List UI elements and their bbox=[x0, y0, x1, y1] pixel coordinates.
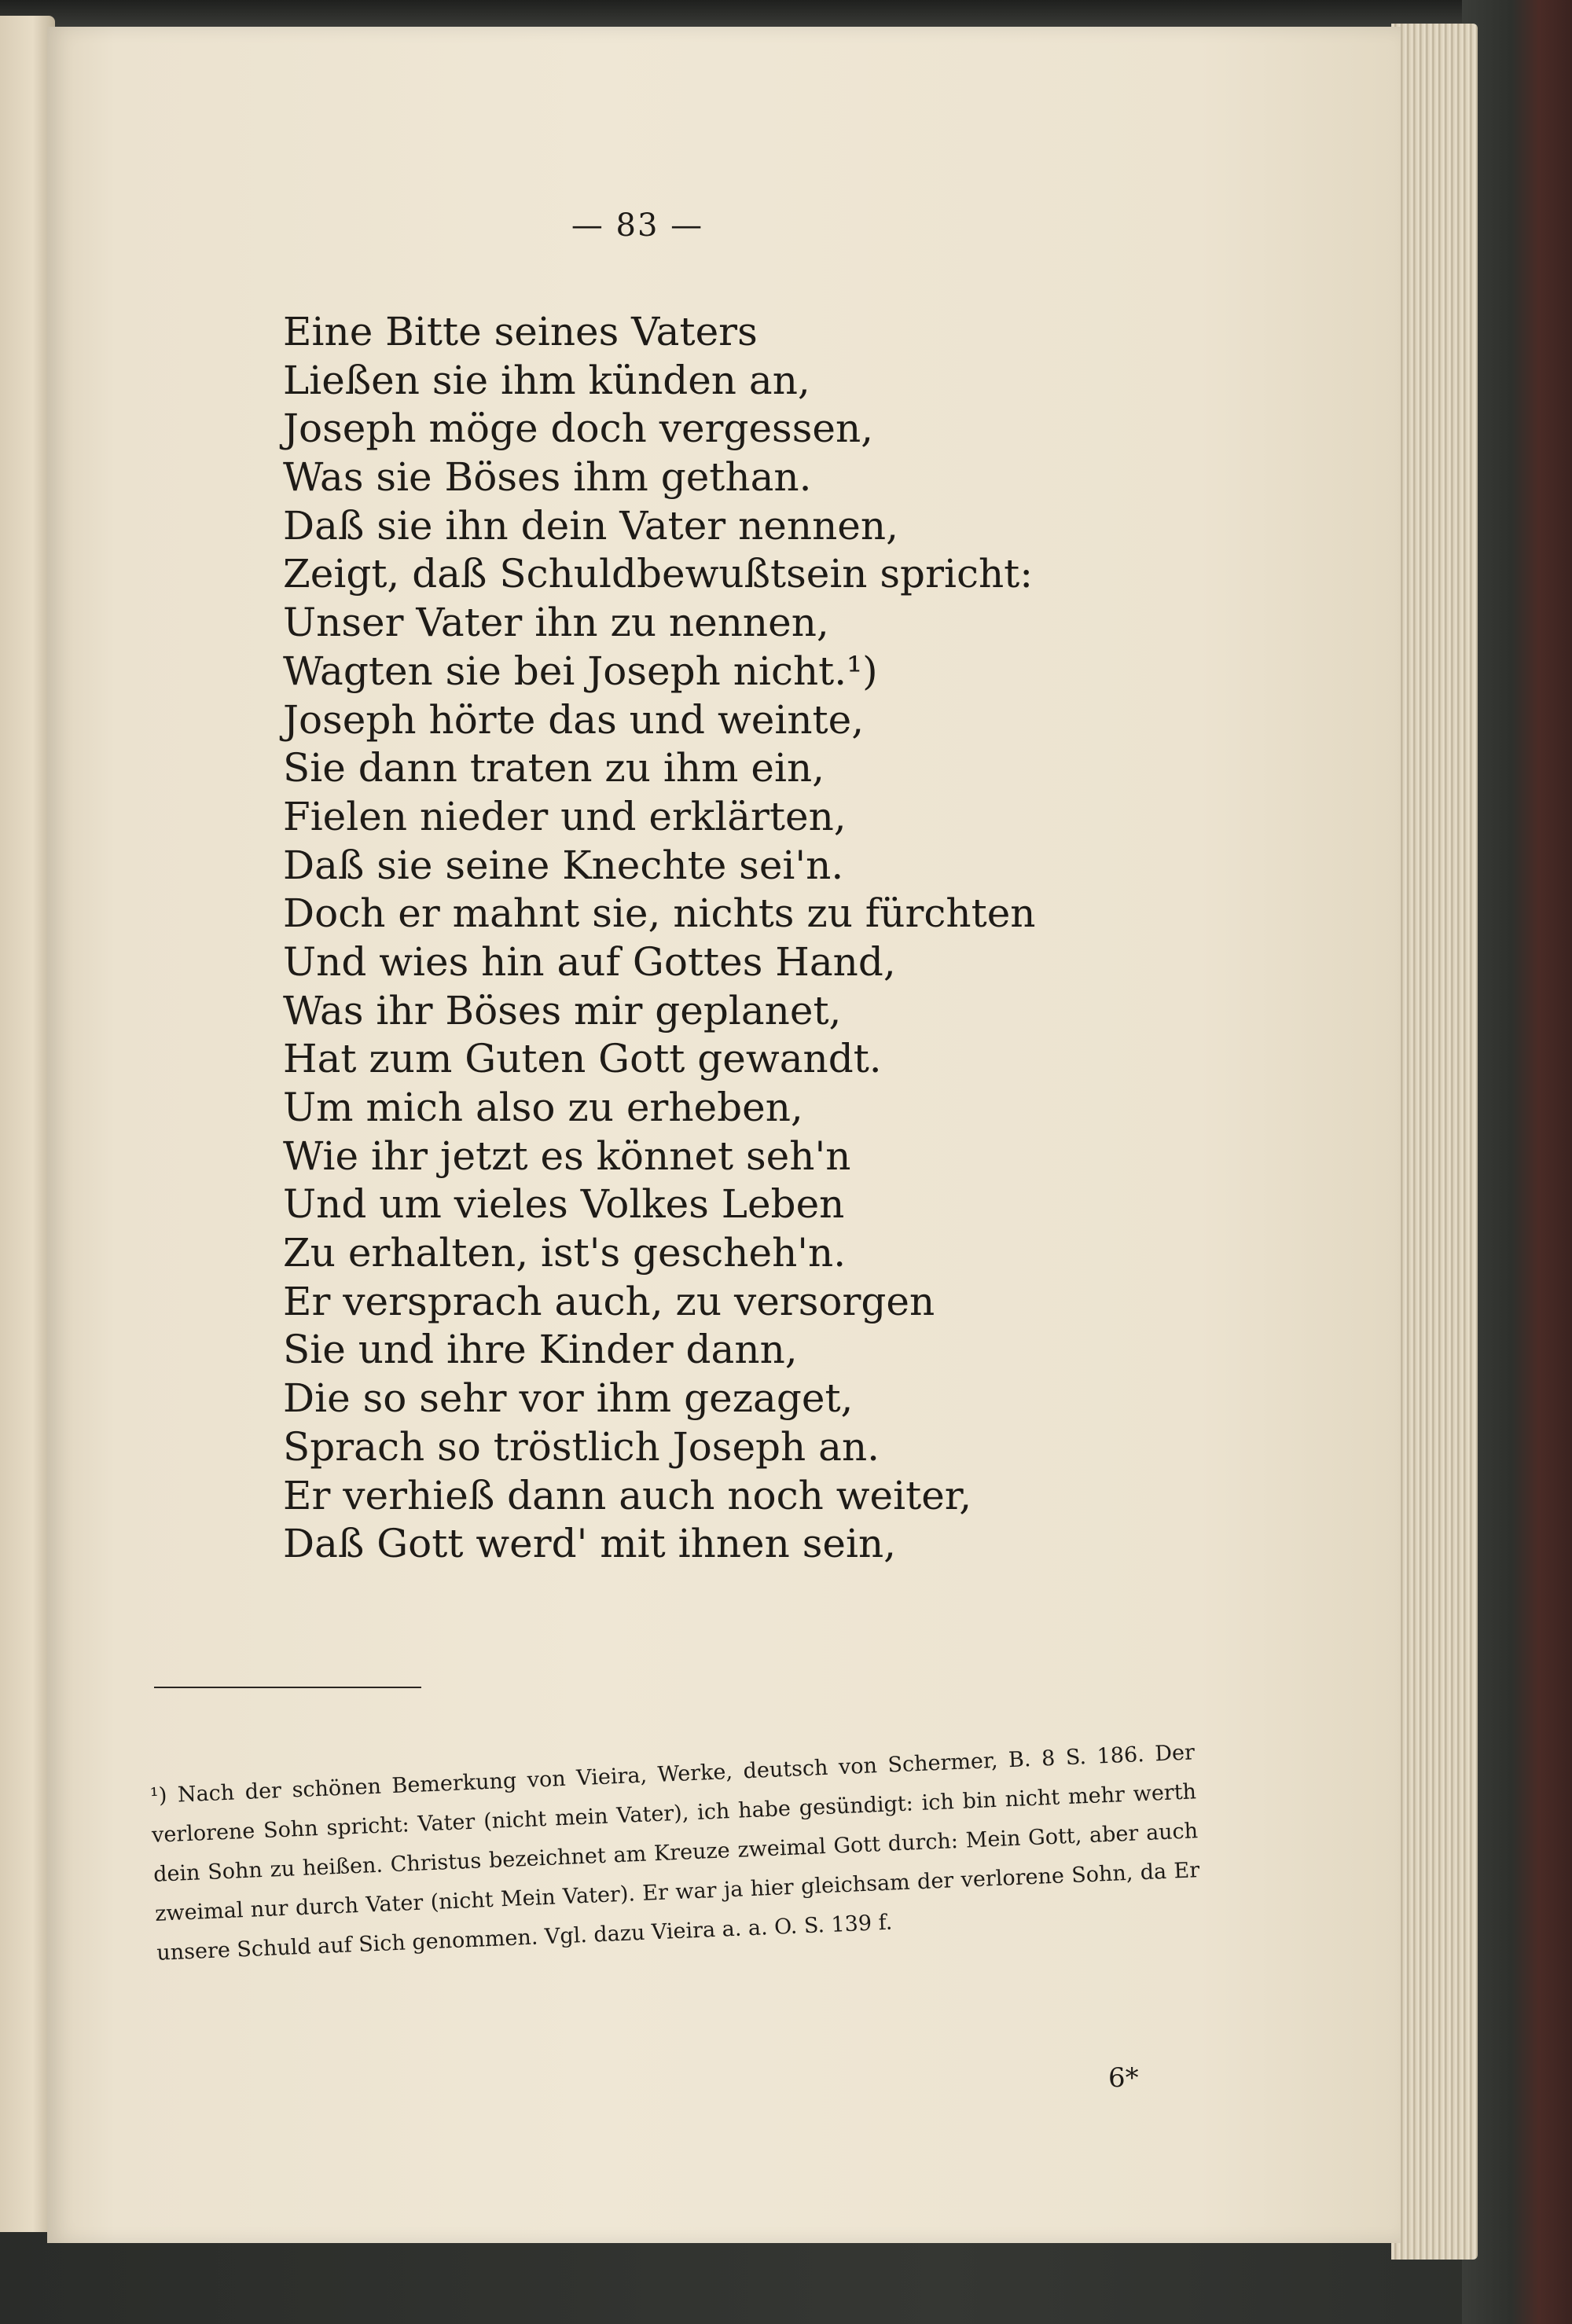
verse-line: Unser Vater ihn zu nennen, bbox=[283, 600, 829, 646]
verse-line: Sie und ihre Kinder dann, bbox=[283, 1327, 798, 1373]
verse-line: Daß sie ihn dein Vater nennen, bbox=[283, 502, 898, 549]
footnote-divider bbox=[154, 1687, 421, 1688]
book-page bbox=[47, 27, 1401, 2243]
verse-line: Hat zum Guten Gott gewandt. bbox=[283, 1036, 882, 1082]
verse-line: Er verhieß dann auch noch weiter, bbox=[283, 1472, 972, 1518]
verse-line: Zeigt, daß Schuldbewußtsein spricht: bbox=[283, 551, 1034, 597]
book-binding bbox=[0, 0, 1572, 28]
verse-line: Und um vieles Volkes Leben bbox=[283, 1181, 845, 1228]
verse-line: Was ihr Böses mir geplanet, bbox=[283, 987, 842, 1034]
verse-line: Er versprach auch, zu versorgen bbox=[283, 1278, 935, 1324]
verse-line: Doch er mahnt sie, nichts zu fürchten bbox=[283, 890, 1036, 937]
verse-line: Zu erhalten, ist's gescheh'n. bbox=[283, 1230, 847, 1276]
verse-line: Wie ihr jetzt es könnet seh'n bbox=[283, 1133, 851, 1179]
verse-line: Um mich also zu erheben, bbox=[283, 1085, 803, 1130]
verse-line: Sprach so tröstlich Joseph an. bbox=[283, 1423, 880, 1470]
signature-mark: 6* bbox=[1108, 2062, 1139, 2094]
verse-line: Daß sie seine Knechte sei'n. bbox=[283, 842, 844, 888]
verse-line: Was sie Böses ihm gethan. bbox=[283, 454, 812, 501]
verse-line: Daß Gott werd' mit ihnen sein, bbox=[283, 1521, 897, 1567]
poem-verse bbox=[283, 308, 1305, 1569]
verse-line: Joseph hörte das und weinte, bbox=[283, 696, 865, 743]
page-edges bbox=[1391, 24, 1478, 2260]
verse-line: Die so sehr vor ihm gezaget, bbox=[283, 1375, 854, 1422]
verse-line: Und wies hin auf Gottes Hand, bbox=[283, 938, 896, 985]
verse-line: Joseph möge doch vergessen, bbox=[283, 406, 874, 452]
book-cover bbox=[1462, 0, 1572, 2324]
page-number-header: — 83 — bbox=[571, 207, 704, 244]
verse-line: Ließen sie ihm künden an, bbox=[283, 357, 810, 403]
verse-line: Eine Bitte seines Vaters bbox=[283, 309, 758, 354]
footnote: ¹) Nach der schönen Bemerkung von Vieira, Werke, deutsch von Schermer, B. 8 S. 186. Der verlorene Sohn spricht: Vater (nicht mein Vater), ich habe gesündigt: ich bin nicht mehr werth dein Sohn zu heißen. Christus bezeichnet am Kreuze zweimal Gott durch: Mein Gott, aber auch zweimal nur durch Vater (nicht Mein Vater). Er war ja hier gleichsam der verlorene Sohn, da Er unsere Schuld auf Sich genommen. Vgl. dazu Vieira a. a. O. S. 139 f. bbox=[149, 1740, 1200, 1966]
verse-line: Wagten sie bei Joseph nicht.¹) bbox=[283, 648, 878, 694]
verse-line: Sie dann traten zu ihm ein, bbox=[283, 745, 825, 791]
verse-line: Fielen nieder und erklärten, bbox=[283, 793, 847, 839]
